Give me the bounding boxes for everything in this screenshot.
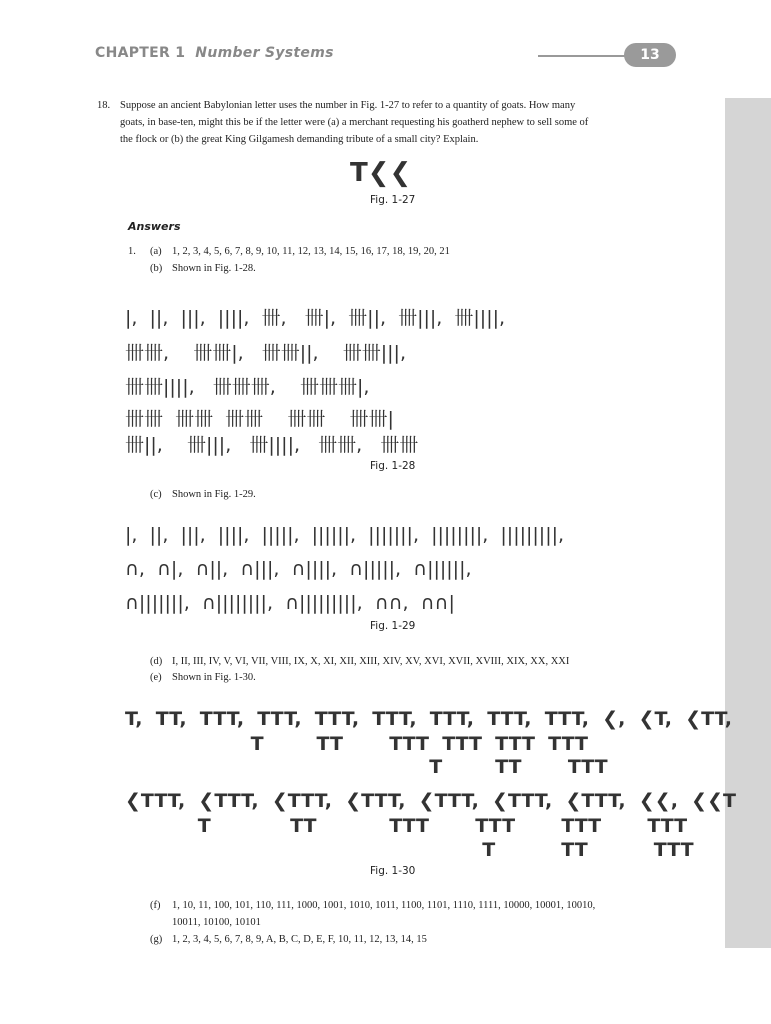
chapter-title: Number Systems	[195, 45, 334, 61]
fig-1-28-row: 卌||, 卌|||, 卌||||, 卌卌, 卌卌	[125, 434, 419, 456]
question-line: Suppose an ancient Babylonian letter uses the number in Fig. 1-27 to refer to a quantity of goats. How many	[120, 100, 576, 111]
page-number-badge: 13	[624, 43, 676, 67]
answer-1a	[128, 243, 450, 260]
fig-1-29-row: |, ||, |||, ||||, |||||, ||||||, |||||||, ||||||||, |||||||||,	[125, 524, 565, 546]
answer-1b	[150, 260, 256, 277]
answers-heading: Answers	[128, 220, 181, 233]
fig-1-28-row: 卌卌, 卌卌|, 卌卌||, 卌卌|||,	[125, 342, 407, 364]
fig-1-30-row: T TT TTT TTT TTT TTT	[125, 815, 688, 837]
answer-1e	[150, 669, 256, 686]
part-label: (c)	[150, 489, 162, 500]
fig-1-27-symbol: T❮❮	[350, 158, 412, 188]
answer-1f	[150, 897, 710, 931]
part-text: 1, 2, 3, 4, 5, 6, 7, 8, 9, A, B, C, D, E, F, 10, 11, 12, 13, 14, 15	[172, 934, 427, 945]
fig-1-28-row: |, ||, |||, ||||, 卌, 卌|, 卌||, 卌|||, 卌||||,	[125, 307, 506, 329]
fig-1-30-row: T TT TTT	[125, 839, 694, 861]
part-text: Shown in Fig. 1-29.	[172, 489, 256, 500]
fig-1-29-row: ∩, ∩|, ∩||, ∩|||, ∩||||, ∩|||||, ∩||||||,	[125, 558, 472, 580]
part-label: (f)	[150, 900, 161, 911]
side-margin-tab	[725, 98, 771, 948]
part-text: Shown in Fig. 1-30.	[172, 672, 256, 683]
part-text-continued: 10011, 10100, 10101	[172, 917, 261, 928]
answer-number: 1.	[128, 246, 136, 257]
answer-1c	[150, 486, 256, 503]
question-line: the flock or (b) the great King Gilgamesh demanding tribute of a small city? Explain.	[120, 134, 479, 145]
fig-1-28-row: 卌卌 卌卌 卌卌 卌卌 卌卌|	[125, 408, 394, 430]
part-text: I, II, III, IV, V, VI, VII, VIII, IX, X, XI, XII, XIII, XIV, XV, XVI, XVII, XVIII, XIX, XX, XXI	[172, 656, 570, 667]
part-text: 1, 10, 11, 100, 101, 110, 111, 1000, 1001, 1010, 1011, 1100, 1101, 1110, 1111, 10000, 10001, 10010,	[172, 900, 596, 911]
header-rule	[538, 55, 638, 57]
answer-1d	[150, 653, 569, 670]
fig-1-28-row: 卌卌||||, 卌卌卌, 卌卌卌|,	[125, 376, 370, 398]
question-text	[120, 97, 720, 148]
fig-1-30-row: T TT TTT	[125, 756, 608, 778]
fig-1-27-caption: Fig. 1-27	[370, 194, 416, 206]
fig-1-30-row: T TT TTT TTT TTT TTT	[125, 733, 588, 755]
part-text: 1, 2, 3, 4, 5, 6, 7, 8, 9, 10, 11, 12, 13, 14, 15, 16, 17, 18, 19, 20, 21	[172, 246, 450, 257]
question-number: 18.	[97, 100, 111, 111]
fig-1-30-row: T, TT, TTT, TTT, TTT, TTT, TTT, TTT, TTT, ❮, ❮T, ❮TT,	[125, 708, 733, 730]
part-label: (d)	[150, 656, 163, 667]
fig-1-28-caption: Fig. 1-28	[370, 460, 416, 472]
question-line: goats, in base-ten, might this be if the letter were (a) a merchant requesting his goatherd nephew to sell some of	[120, 117, 589, 128]
part-label: (e)	[150, 672, 162, 683]
fig-1-30-caption: Fig. 1-30	[370, 865, 416, 877]
answer-1g	[150, 931, 427, 948]
fig-1-30-row: ❮TTT, ❮TTT, ❮TTT, ❮TTT, ❮TTT, ❮TTT, ❮TTT, ❮❮, ❮❮T	[125, 790, 736, 812]
part-text: Shown in Fig. 1-28.	[172, 263, 256, 274]
chapter-header	[95, 45, 334, 61]
part-label: (g)	[150, 934, 163, 945]
fig-1-29-caption: Fig. 1-29	[370, 620, 416, 632]
part-label: (b)	[150, 263, 163, 274]
fig-1-29-row: ∩|||||||, ∩||||||||, ∩|||||||||, ∩∩, ∩∩|	[125, 592, 455, 614]
chapter-label: CHAPTER 1	[95, 45, 186, 61]
part-label: (a)	[150, 246, 162, 257]
